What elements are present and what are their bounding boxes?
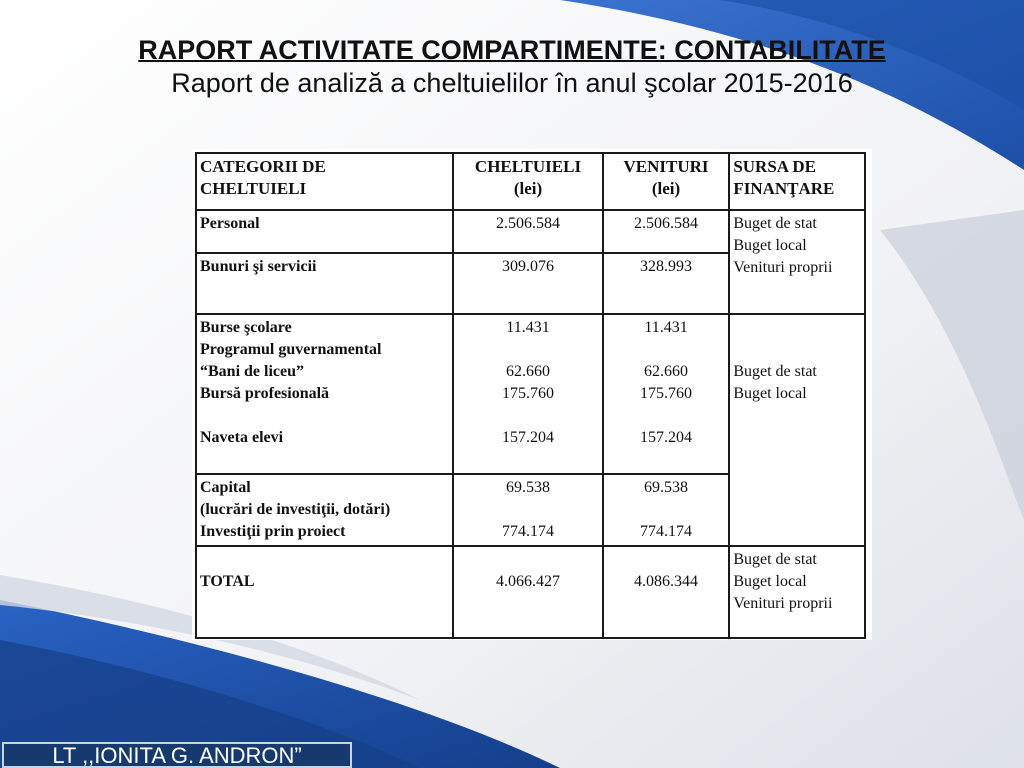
- report-table-container: [192, 149, 872, 640]
- cell-revenues: 11.431 62.660 175.760 157.204: [603, 314, 730, 474]
- header-category: CATEGORII DE CHELTUIELI: [196, 153, 453, 210]
- cell-category: TOTAL: [196, 546, 453, 638]
- cell-expenses: 309.076: [453, 253, 603, 314]
- cell-source: Buget de stat Buget local Venituri proprii: [729, 210, 865, 314]
- cell-revenues: 328.993: [603, 253, 730, 314]
- header-source: SURSA DE FINANŢARE: [729, 153, 865, 210]
- cell-expenses: 2.506.584: [453, 210, 603, 253]
- cell-category: Capital (lucrări de investiţii, dotări) Investiţii prin proiect: [196, 474, 453, 546]
- table-row: [196, 314, 865, 474]
- table-header-row: [196, 153, 865, 210]
- report-table: [195, 152, 866, 639]
- cell-category: Personal: [196, 210, 453, 253]
- cell-category: Bunuri şi servicii: [196, 253, 453, 314]
- header-expenses: CHELTUIELI (lei): [453, 153, 603, 210]
- page-title: RAPORT ACTIVITATE COMPARTIMENTE: CONTABILITATE: [138, 35, 886, 65]
- table-row-total: [196, 546, 865, 638]
- cell-expenses: 4.066.427: [453, 546, 603, 638]
- cell-revenues: 2.506.584: [603, 210, 730, 253]
- table-row: [196, 210, 865, 253]
- title-block: [0, 34, 1024, 100]
- cell-source: Buget de stat Buget local: [729, 314, 865, 546]
- cell-revenues: 69.538 774.174: [603, 474, 730, 546]
- cell-category: Burse şcolare Programul guvernamental “Bani de liceu” Bursă profesională Naveta elevi: [196, 314, 453, 474]
- cell-revenues: 4.086.344: [603, 546, 730, 638]
- footer-label: LT ,,IONITA G. ANDRON”: [2, 742, 352, 768]
- cell-expenses: 69.538 774.174: [453, 474, 603, 546]
- header-revenues: VENITURI (lei): [603, 153, 730, 210]
- page-subtitle: Raport de analiză a cheltuielilor în anul şcolar 2015-2016: [171, 68, 853, 98]
- cell-expenses: 11.431 62.660 175.760 157.204: [453, 314, 603, 474]
- cell-source: Buget de stat Buget local Venituri proprii: [729, 546, 865, 638]
